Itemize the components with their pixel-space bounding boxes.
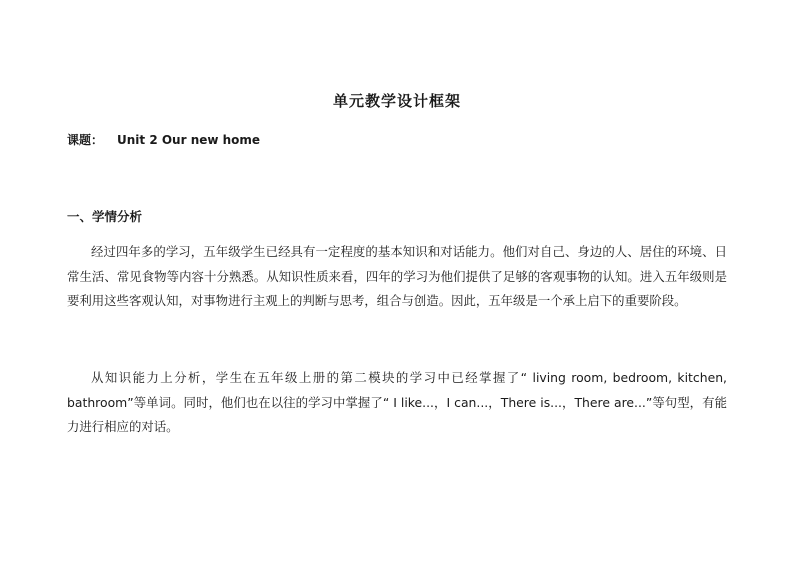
topic-value: Unit 2 Our new home	[117, 133, 261, 147]
section-heading: 一、学情分析	[67, 209, 143, 224]
topic-label: 课题：	[67, 133, 104, 147]
page-title: 单元教学设计框架	[332, 92, 461, 110]
paragraph-1: 经过四年多的学习，五年级学生已经具有一定程度的基本知识和对话能力。他们对自己、身边的人、居住的环境、日常生活、常见食物等内容十分熟悉。从知识性质来看，四年的学习为他们提供了足够的客观事物的认知。进入五年级则是要利用这些客观认知，对事物进行主观上的判断与思考，组合与创造。因此，五年级是一个承上启下的重要阶段。	[67, 244, 727, 308]
paragraph-2: 从知识能力上分析，学生在五年级上册的第二模块的学习中已经掌握了“ living room, bedroom, kitchen, bathroom”等单词。同时，他们也在以往的学习中掌握了“ I like...，I can...，There is...，There are...”等句型，有能力进行相应的对话。	[67, 370, 727, 434]
topic-line	[67, 131, 260, 148]
